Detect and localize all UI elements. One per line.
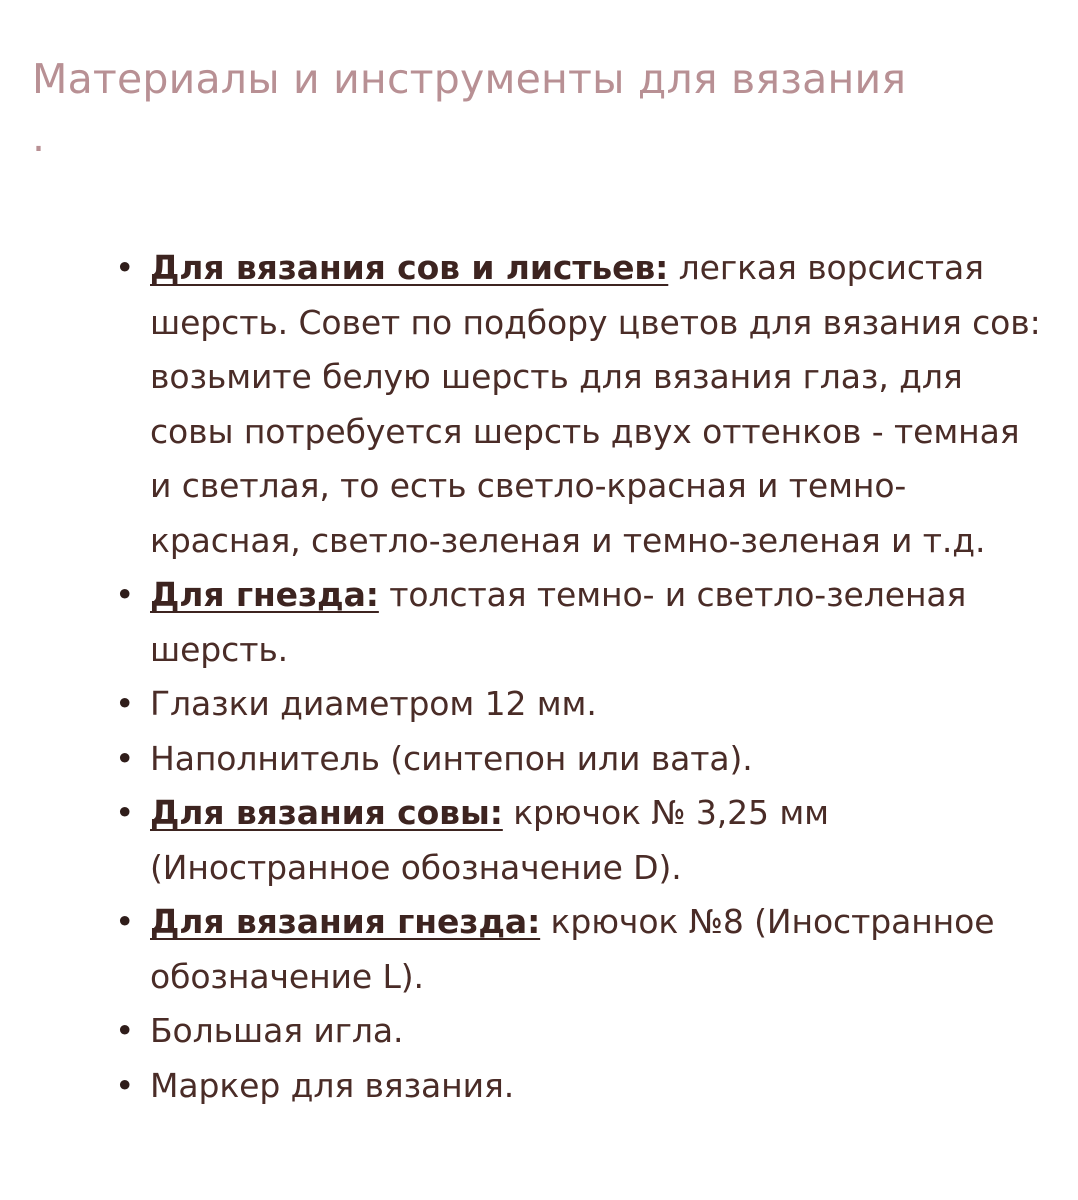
item-label: Для гнезда:	[150, 575, 379, 614]
list-item-filler	[115, 732, 1050, 787]
bullet-icon: •	[115, 902, 135, 941]
item-text: Наполнитель (синтепон или вата).	[150, 738, 753, 778]
page-title: Материалы и инструменты для вязания .	[32, 55, 907, 161]
list-item-needle	[115, 1004, 1050, 1059]
item-text: Большая игла.	[150, 1011, 404, 1050]
list-item-marker	[115, 1059, 1050, 1114]
list-item-owl-hook	[115, 786, 1050, 895]
item-label: Для вязания гнезда:	[150, 902, 541, 941]
item-text: крючок №8 (Иностранное обозначение L).	[150, 902, 995, 996]
item-text: крючок № 3,25 мм (Иностранное обозначение D).	[150, 793, 829, 887]
bullet-icon: •	[115, 575, 135, 614]
item-label: Для вязания сов и листьев:	[150, 248, 669, 287]
item-text: легкая ворсистая шерсть. Совет по подбору цветов для вязания сов: возьмите белую шерсть для вязания глаз, для совы потребуется шерсть двух оттенков - темная и светлая, то есть светло-красная и темно- красная, светло-зеленая и темно-зеленая и т.д.	[150, 248, 1041, 560]
item-label: Для вязания совы:	[150, 793, 503, 832]
list-item-eyes	[115, 677, 1050, 732]
bullet-icon: •	[115, 1065, 135, 1105]
list-item-nest-hook	[115, 895, 1050, 1004]
item-text: Маркер для вязания.	[150, 1065, 515, 1105]
bullet-icon: •	[115, 248, 135, 287]
list-item-owls-leaves	[115, 241, 1050, 568]
bullet-icon: •	[115, 738, 135, 778]
materials-list	[32, 241, 1050, 1113]
item-text: Глазки диаметром 12 мм.	[150, 684, 597, 723]
list-item-nest	[115, 568, 1050, 677]
bullet-icon: •	[115, 793, 135, 832]
item-text: толстая темно- и светло-зеленая шерсть.	[150, 575, 967, 669]
bullet-icon: •	[115, 1011, 135, 1050]
bullet-icon: •	[115, 684, 135, 723]
